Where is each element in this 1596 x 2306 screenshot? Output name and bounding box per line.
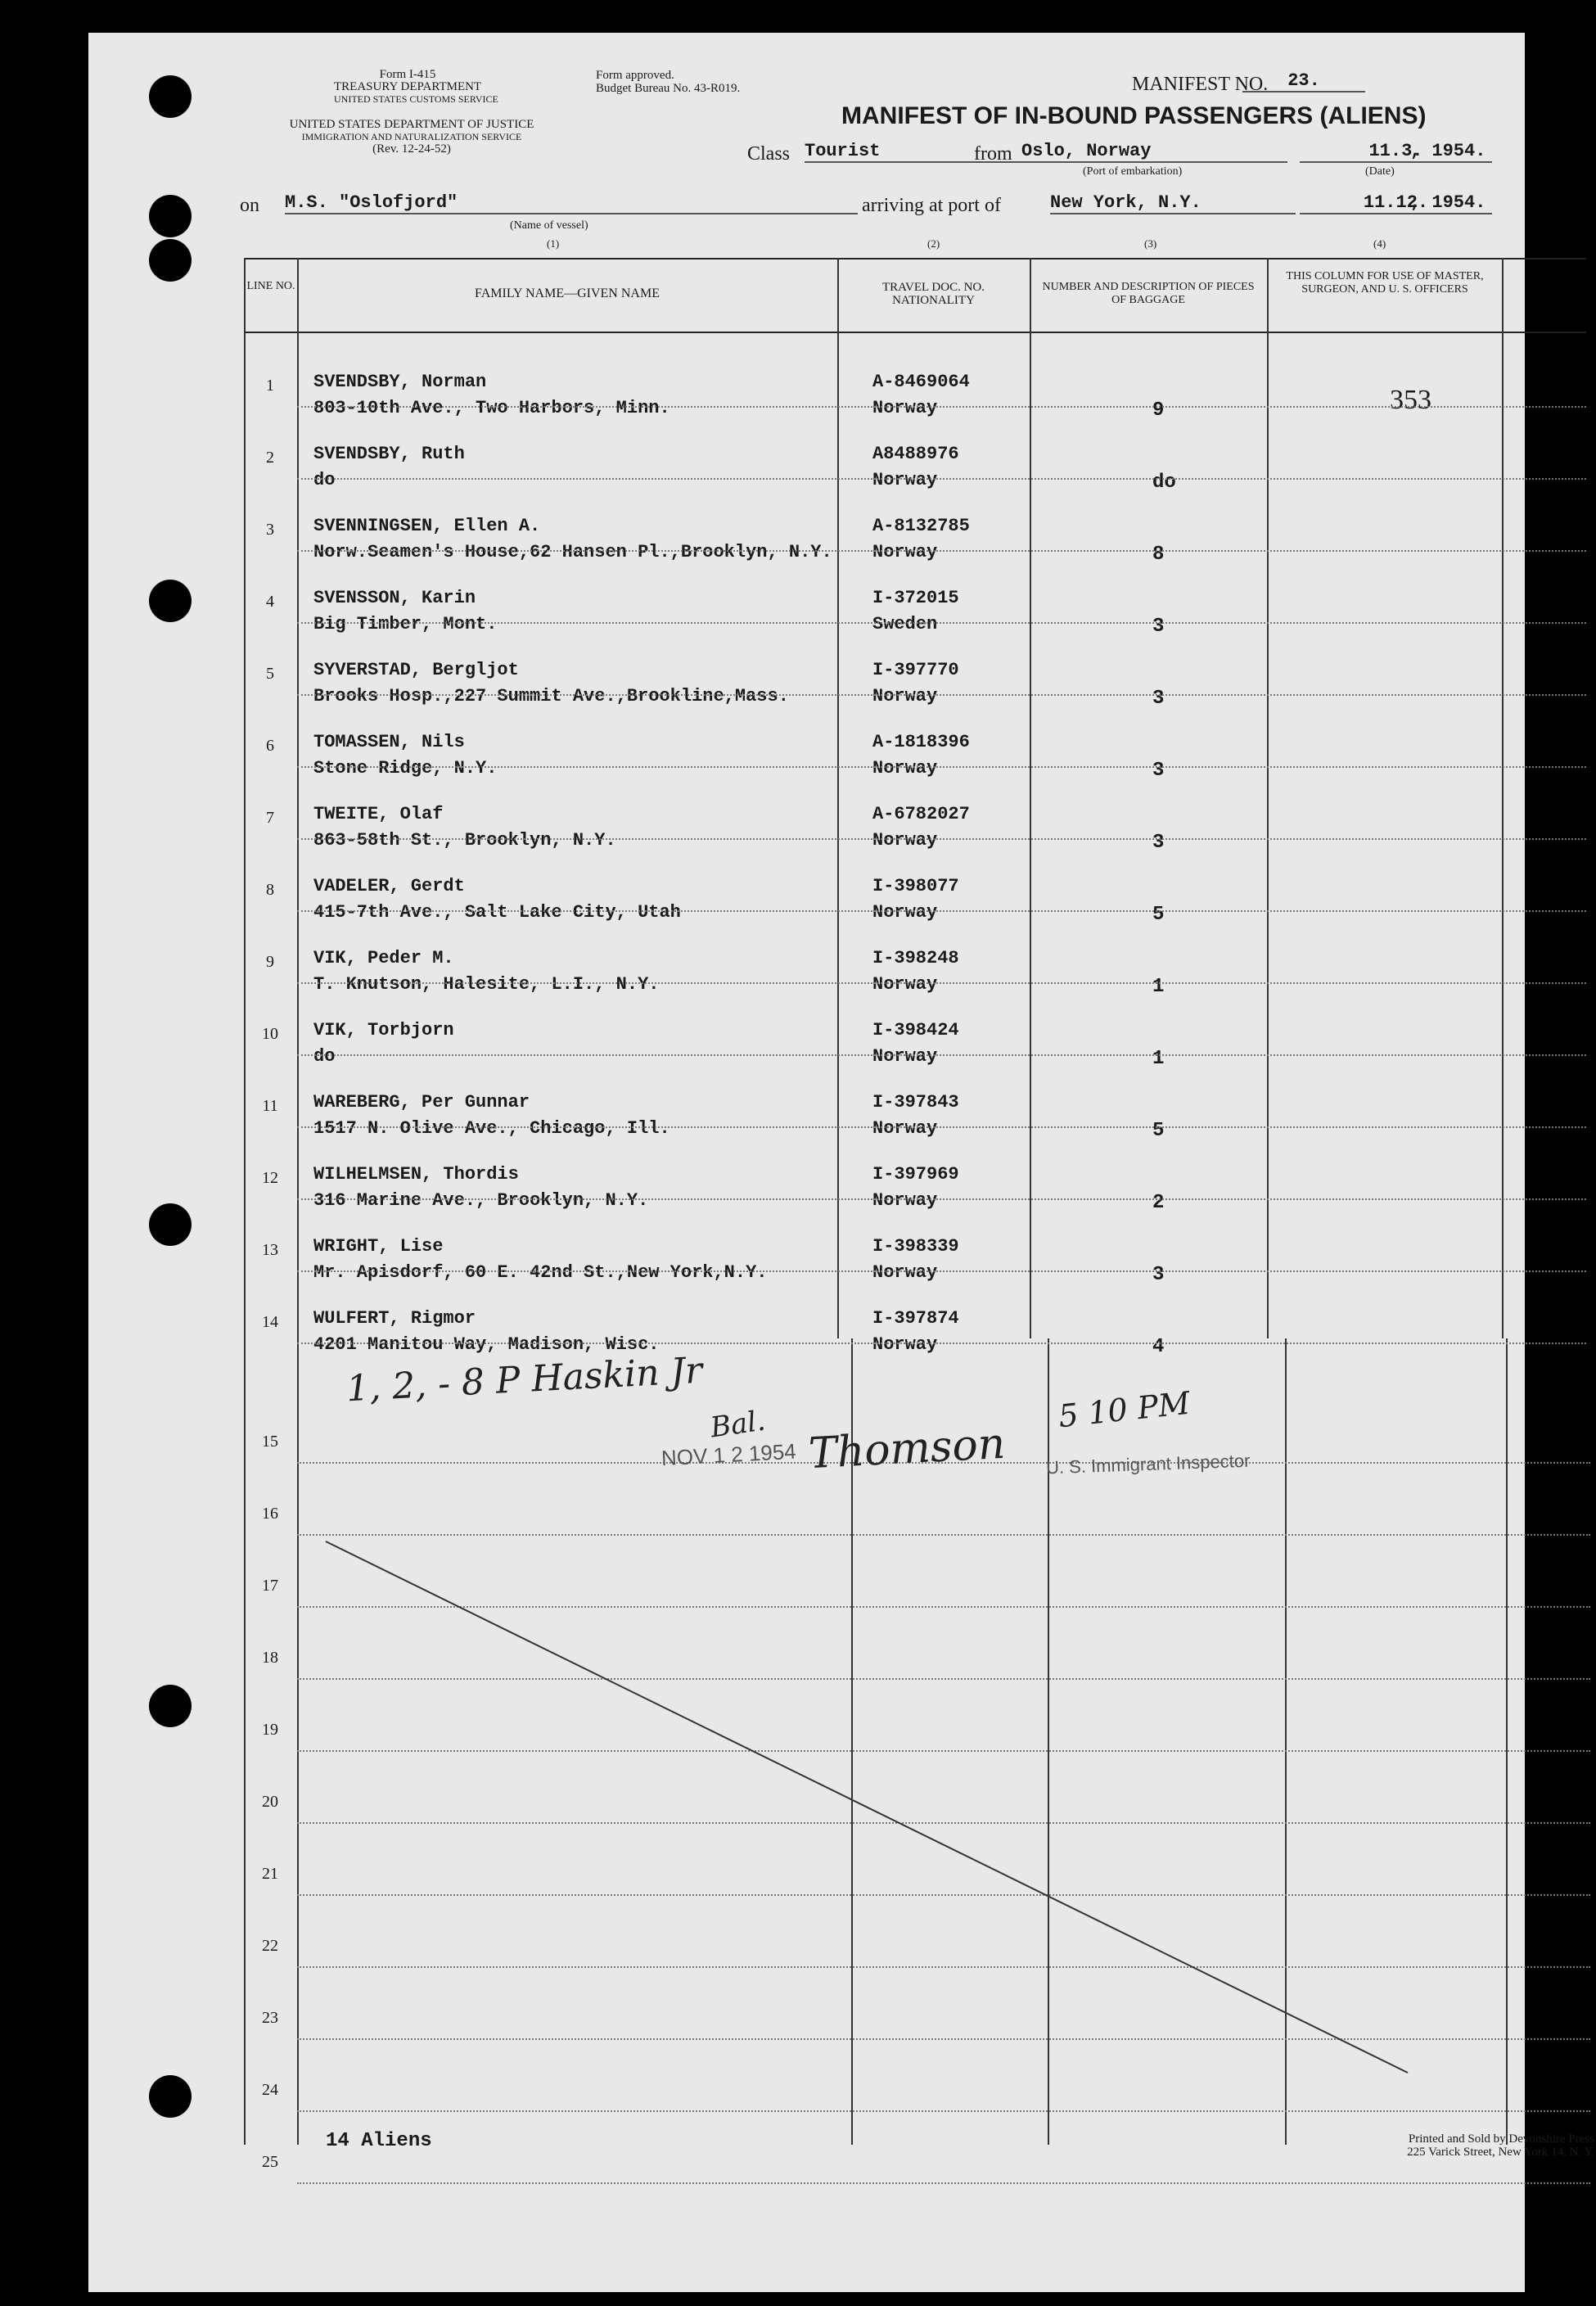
nationality: Sweden: [872, 614, 938, 634]
nationality: Norway: [872, 398, 938, 418]
travel-doc-number: I-397843: [872, 1092, 959, 1112]
punch-hole: [149, 1685, 192, 1727]
passenger-name: VADELER, Gerdt: [313, 876, 465, 896]
date-caption: (Date): [1365, 165, 1395, 178]
row-line-number: 3: [266, 521, 274, 539]
column-number-1: (1): [547, 237, 560, 250]
passenger-address: Big Timber, Mont.: [313, 614, 498, 634]
passenger-name: TOMASSEN, Nils: [313, 732, 465, 752]
empty-line-number: 20: [262, 1793, 278, 1811]
nationality: Norway: [872, 1262, 938, 1283]
travel-doc-number: A-8469064: [872, 372, 970, 392]
header-family-name: FAMILY NAME—GIVEN NAME: [475, 287, 660, 300]
printer-line-1: Printed and Sold by Devonshire Press: [1408, 2132, 1594, 2146]
nationality: Norway: [872, 758, 938, 778]
empty-line-number: 23: [262, 2009, 278, 2027]
empty-line-number: 15: [262, 1433, 278, 1451]
row-line-number: 6: [266, 737, 274, 755]
justice-dept: UNITED STATES DEPARTMENT OF JUSTICE: [289, 118, 534, 131]
passenger-name: SYVERSTAD, Bergljot: [313, 660, 519, 680]
passenger-address: 415-7th Ave., Salt Lake City, Utah: [313, 902, 681, 923]
row-line-number: 4: [266, 593, 274, 611]
nationality: Norway: [872, 686, 938, 706]
passenger-address: do: [313, 1046, 336, 1067]
passenger-name: WAREBERG, Per Gunnar: [313, 1092, 530, 1112]
punch-hole: [149, 1203, 192, 1246]
punch-hole: [149, 75, 192, 118]
passenger-address: 803-10th Ave., Two Harbors, Minn.: [313, 398, 670, 418]
empty-line-number: 22: [262, 1937, 278, 1955]
manifest-number-label: MANIFEST NO.: [1132, 74, 1269, 95]
passenger-name: SVENDSBY, Ruth: [313, 444, 465, 464]
passenger-address: 863-58th St., Brooklyn, N.Y.: [313, 830, 616, 851]
arrival-port: New York, N.Y.: [1050, 192, 1296, 214]
embarkation-year: , 1954.: [1410, 141, 1486, 161]
travel-doc-number: I-397770: [872, 660, 959, 680]
row-line-number: 10: [262, 1025, 278, 1043]
travel-doc-number: I-398248: [872, 948, 959, 968]
travel-doc-number: I-397874: [872, 1308, 959, 1329]
nationality: Norway: [872, 1118, 938, 1139]
column-number-4: (4): [1373, 237, 1386, 250]
empty-line-number: 16: [262, 1505, 278, 1523]
travel-doc-number: I-372015: [872, 588, 959, 608]
travel-doc-number: I-398424: [872, 1020, 959, 1040]
inspector-title-stamp: U. S. Immigrant Inspector: [1045, 1450, 1251, 1478]
nationality: Norway: [872, 1334, 938, 1355]
embarkation-date: 11.3.: [1300, 141, 1492, 163]
form-approved: Form approved.: [596, 69, 674, 82]
handwritten-line-note: 1, 2, - 8 P Haskin Jr: [345, 1349, 704, 1410]
row-line-number: 9: [266, 953, 274, 971]
passenger-address: 1517 N. Olive Ave., Chicago, Ill.: [313, 1118, 670, 1139]
passenger-address: 4201 Manitou Way, Madison, Wisc.: [313, 1334, 660, 1355]
arrival-date: 11.12.: [1300, 192, 1492, 214]
passenger-address: Norw.Seamen's House,62 Hansen Pl.,Brooklyn, N.Y.: [313, 542, 832, 562]
passenger-address: do: [313, 470, 336, 490]
passenger-name: WRIGHT, Lise: [313, 1236, 444, 1257]
row-line-number: 7: [266, 809, 274, 827]
baggage-count: 8: [1152, 544, 1165, 566]
port-of-embarkation: Oslo, Norway: [1021, 141, 1287, 163]
printer-imprint: [1234, 2132, 1594, 2159]
from-label: from: [974, 143, 1012, 165]
row-line-number: 14: [262, 1313, 278, 1331]
handwritten-time: 5 10 PM: [1057, 1384, 1192, 1435]
total-aliens: 14 Aliens: [326, 2130, 432, 2152]
empty-line-number: 17: [262, 1577, 278, 1595]
header-baggage: NUMBER AND DESCRIPTION OF PIECES OF BAGGAGE: [1042, 281, 1255, 306]
nationality: Norway: [872, 542, 938, 562]
travel-doc-number: I-398339: [872, 1236, 959, 1257]
row-line-number: 8: [266, 881, 274, 899]
budget-bureau: Budget Bureau No. 43-R019.: [596, 82, 741, 95]
nationality: Norway: [872, 902, 938, 923]
empty-line-number: 19: [262, 1721, 278, 1739]
nationality: Norway: [872, 830, 938, 851]
baggage-count: 9: [1152, 399, 1165, 422]
column-number-3: (3): [1144, 237, 1157, 250]
travel-doc-number: A-8132785: [872, 516, 970, 536]
inspector-signature: Thomson: [807, 1419, 1007, 1479]
row-line-number: 1: [266, 377, 274, 395]
cancel-diagonal-line: [88, 33, 1525, 2292]
baggage-count: 5: [1152, 904, 1165, 926]
row-line-number: 2: [266, 449, 274, 467]
punch-hole: [149, 195, 192, 237]
passenger-name: SVENNINGSEN, Ellen A.: [313, 516, 541, 536]
treasury-dept: TREASURY DEPARTMENT: [334, 80, 482, 93]
header-travel-doc: TRAVEL DOC. NO. NATIONALITY: [881, 281, 985, 307]
baggage-count: 3: [1152, 688, 1165, 710]
on-label: on: [240, 195, 259, 216]
empty-line-number: 18: [262, 1649, 278, 1667]
row-line-number: 11: [262, 1097, 278, 1115]
vessel-caption: (Name of vessel): [510, 219, 588, 232]
nationality: Norway: [872, 470, 938, 490]
class-value: Tourist: [805, 141, 1034, 163]
nationality: Norway: [872, 974, 938, 995]
empty-line-number: 25: [262, 2153, 278, 2171]
nationality: Norway: [872, 1046, 938, 1067]
officer-note: 353: [1390, 385, 1431, 415]
empty-line-number: 24: [262, 2081, 278, 2099]
customs-service: UNITED STATES CUSTOMS SERVICE: [334, 93, 498, 105]
baggage-count: 5: [1152, 1120, 1165, 1142]
class-label: Class: [747, 143, 791, 165]
travel-doc-number: A-1818396: [872, 732, 970, 752]
baggage-count: 4: [1152, 1336, 1165, 1358]
passenger-name: SVENSSON, Karin: [313, 588, 476, 608]
baggage-count: 1: [1152, 976, 1165, 998]
passenger-name: WULFERT, Rigmor: [313, 1308, 476, 1329]
punch-hole: [149, 580, 192, 622]
punch-hole: [149, 239, 192, 282]
ins-service: IMMIGRATION AND NATURALIZATION SERVICE: [301, 131, 522, 142]
baggage-count: 3: [1152, 616, 1165, 638]
passenger-address: Stone Ridge, N.Y.: [313, 758, 498, 778]
header-line-no: LINE NO.: [246, 280, 295, 292]
empty-line-number: 21: [262, 1865, 278, 1883]
passenger-address: 316 Marine Ave., Brooklyn, N.Y.: [313, 1190, 649, 1211]
column-number-2: (2): [927, 237, 940, 250]
passenger-name: WILHELMSEN, Thordis: [313, 1164, 519, 1185]
manifest-page: [88, 33, 1594, 2292]
manifest-title: MANIFEST OF IN-BOUND PASSENGERS (ALIENS): [841, 102, 1427, 129]
travel-doc-number: A8488976: [872, 444, 959, 464]
row-line-number: 12: [262, 1169, 278, 1187]
passenger-name: SVENDSBY, Norman: [313, 372, 487, 392]
baggage-count: 2: [1152, 1192, 1165, 1214]
port-of-embarkation-caption: (Port of embarkation): [1083, 165, 1183, 178]
travel-doc-number: I-398077: [872, 876, 959, 896]
printer-line-2: 225 Varick Street, New York 14, N. Y.: [1407, 2146, 1594, 2159]
punch-hole: [149, 2075, 192, 2118]
baggage-count: 3: [1152, 832, 1165, 854]
passenger-address: Brooks Hosp.,227 Summit Ave.,Brookline,Mass.: [313, 686, 789, 706]
passenger-address: T. Knutson, Halesite, L.I., N.Y.: [313, 974, 660, 995]
travel-doc-number: A-6782027: [872, 804, 970, 824]
baggage-count: do: [1152, 472, 1176, 494]
baggage-count: 3: [1152, 1264, 1165, 1286]
passenger-name: VIK, Torbjorn: [313, 1020, 454, 1040]
vessel-name: M.S. "Oslofjord": [285, 192, 858, 214]
arriving-label: arriving at port of: [862, 195, 1001, 216]
passenger-address: Mr. Apisdorf, 60 E. 42nd St.,New York,N.Y.: [313, 1262, 768, 1283]
form-number: Form I-415: [379, 68, 436, 81]
baggage-count: 1: [1152, 1048, 1165, 1070]
revision-date: (Rev. 12-24-52): [372, 142, 451, 156]
passenger-name: VIK, Peder M.: [313, 948, 454, 968]
row-line-number: 5: [266, 665, 274, 683]
manifest-number: 23.: [1242, 70, 1365, 93]
baggage-count: 3: [1152, 760, 1165, 782]
passenger-name: TWEITE, Olaf: [313, 804, 444, 824]
arrival-year: , 1954.: [1410, 192, 1486, 213]
nationality: Norway: [872, 1190, 938, 1211]
header-officers: THIS COLUMN FOR USE OF MASTER, SURGEON, AND U. S. OFFICERS: [1286, 270, 1484, 296]
row-line-number: 13: [262, 1241, 278, 1259]
inspection-date-stamp: NOV 1 2 1954: [660, 1438, 797, 1471]
handwritten-bal-note: Bal.: [708, 1404, 768, 1445]
travel-doc-number: I-397969: [872, 1164, 959, 1185]
